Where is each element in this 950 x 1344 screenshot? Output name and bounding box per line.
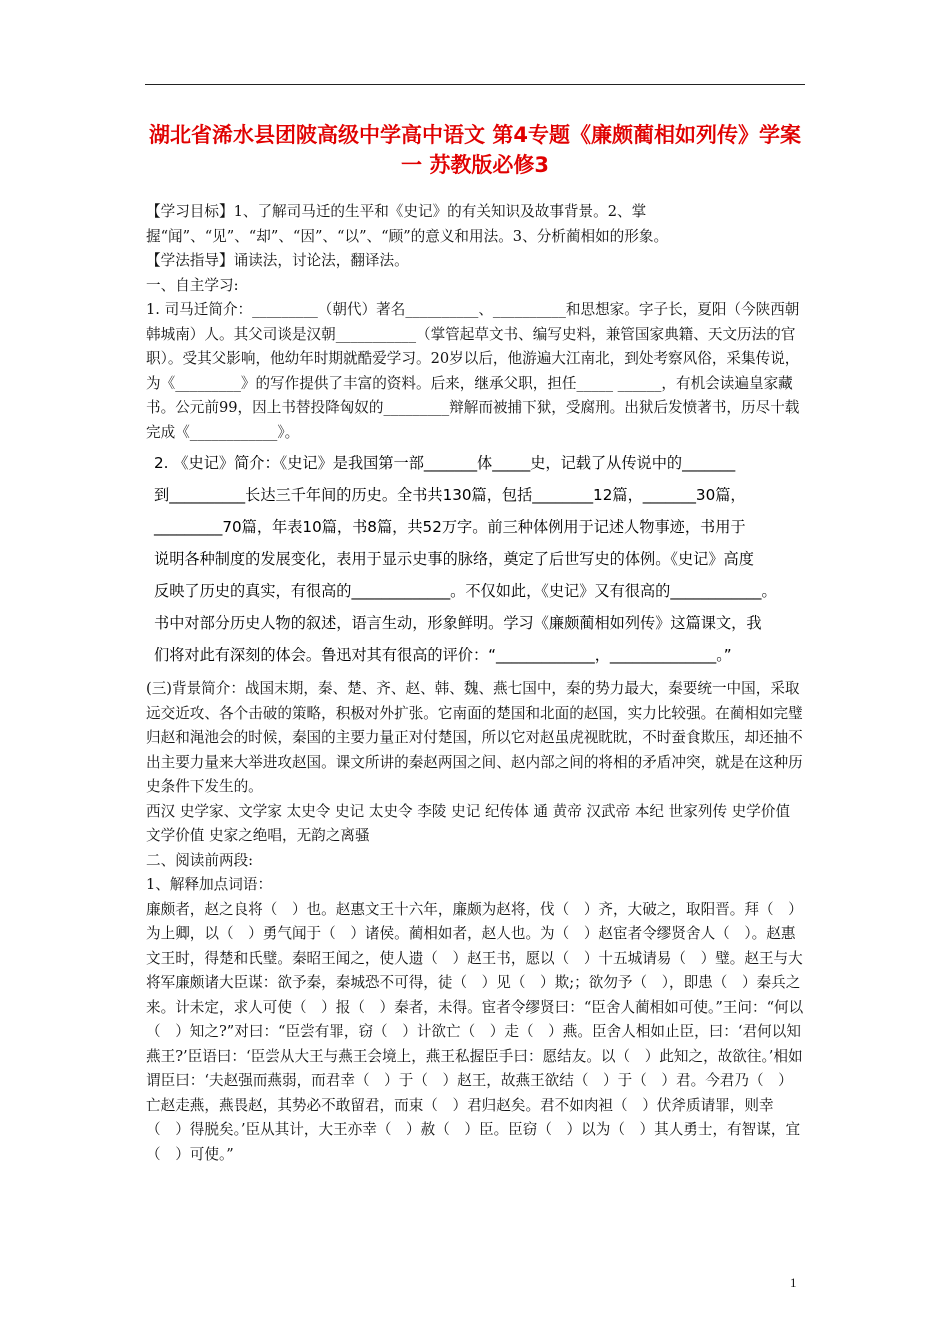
classical-text-passage: 廉颇者，赵之良将（ ）也。赵惠文王十六年，廉颇为赵将，伐（ ）齐，大破之，取阳晋。拜（ ）为上卿，以（ ）勇气闻于（ ）诸侯。蔺相如者，赵人也。为（ ）赵宦者令缪贤舍人（ ）。赵惠文王时，得楚和氏璧。秦昭王闻之，使人遗（ ）赵王书，愿以（ ）十五城请易（ ）璧。赵王与大将军廉颇诸大臣谋：欲予秦，秦城恐不可得，徒（ ）见（ ）欺;；欲勿予（ ），即患（ ）秦兵之来。计未定，求人可使（ ）报（ ）秦者，未得。宦者令缪贤曰：“臣舍人蔺相如可使。”王问：“何以（ ）知之?”对曰：“臣尝有罪，窃（ ）计欲亡（ ）走（ ）燕。臣舍人相如止臣，曰：‘君何以知燕王?’臣语曰：‘臣尝从大王与燕王会境上，燕王私握臣手曰：愿结友。以（ ）此知之，故欲往。’相如谓臣曰：‘夫赵强而燕弱，而君幸（ ）于（ ）赵王，故燕王欲结（ ）于（ ）君。今君乃（ ）亡赵走燕，燕畏赵，其势必不敢留君，而束（ ）君归赵矣。君不如肉袒（ ）伏斧质请罪，则幸（ ）得脱矣。’臣从其计，大王亦幸（ ）赦（ ）臣。臣窃（ ）以为（ ）其人勇士，有智谋，宜（ ）可使。”	[146, 900, 804, 1163]
shiji-line: 反映了历史的真实，有很高的_____________。不仅如此，《史记》又有很高的____________。	[154, 582, 777, 600]
learning-objectives: 【学习目标】1、了解司马迁的生平和《史记》的有关知识及故事背景。2、掌握“闻”、“见”、“却”、“因”、“以”、“顾”的意义和用法。3、分析蔺相如的形象。	[146, 203, 669, 245]
sima-qian-intro: 1. 司马迁简介：_________（朝代）著名__________、__________和思想家。字子长，夏阳（今陕西朝韩城南）人。其父司谈是汉朝___________（掌管起草文书、编写史料，兼管国家典籍、天文历法的官职）。受其父影响，他幼年时期就酷爱学习。20岁以后，他游遍大江南北，到处考察风俗，采集传说，为《_________》的写作提供了丰富的资料。后来，继承父职，担任_____ ______，有机会读遍皇家藏书。公元前99，因上书替投降匈奴的_________辩解而被捕下狱，受腐刑。出狱后发愤著书，历尽十载完成《____________》。	[146, 301, 800, 441]
document-title: 湖北省浠水县团陂高级中学高中语文 第4专题《廉颇蔺相如列传》学案一 苏教版必修3	[149, 123, 801, 177]
document-body	[146, 200, 806, 1167]
method-guide: 【学法指导】诵读法，讨论法，翻译法。	[146, 252, 409, 269]
header-rule	[145, 84, 805, 85]
shiji-line: 到__________长达三千年间的历史。全书共130篇，包括________12篇，_______30篇，	[154, 486, 746, 504]
section-heading-reading: 二、阅读前两段:	[146, 851, 254, 869]
shiji-line: _________70篇，年表10篇，书8篇，共52万字。前三种体例用于记述人物事迹，书用于	[154, 518, 746, 536]
shiji-line: 们将对此有深刻的体会。鲁迅对其有很高的评价：“_____________，______________。”	[154, 646, 732, 664]
background-intro: (三)背景简介：战国末期，秦、楚、齐、赵、韩、魏、燕七国中，秦的势力最大，秦要统一中国，采取远交近攻、各个击破的策略，积极对外扩张。它南面的楚国和北面的赵国，实力比较强。在蔺相如完璧归赵和渑池会的时候，秦国的主要力量正对付楚国，所以它对赵虽虎视眈眈，不时蚕食欺压，却还抽不出主要力量来大举进攻赵国。课文所讲的秦赵两国之间、赵内部之间的将相的矛盾冲突，就是在这种历史条件下发生的。	[146, 680, 803, 795]
shiji-line: 书中对部分历史人物的叙述，语言生动，形象鲜明。学习《廉颇蔺相如列传》这篇课文，我	[154, 614, 762, 632]
shiji-line: 说明各种制度的发展变化，表用于显示史事的脉络，奠定了后世写史的体例。《史记》高度	[154, 550, 754, 568]
shiji-line: 2. 《史记》简介：《史记》是我国第一部_______体_____史，记载了从传说中的_______	[154, 454, 736, 472]
answer-key: 西汉 史学家、文学家 太史令 史记 太史令 李陵 史记 纪传体 通 黄帝 汉武帝 本纪 世家列传 史学价值 文学价值 史家之绝唱，无韵之离骚	[146, 802, 791, 844]
page-number: 1	[790, 1275, 797, 1290]
section-heading-self-study: 一、自主学习:	[146, 276, 239, 294]
exercise-heading: 1、解释加点词语：	[146, 876, 273, 893]
shiji-intro-block	[154, 447, 806, 671]
